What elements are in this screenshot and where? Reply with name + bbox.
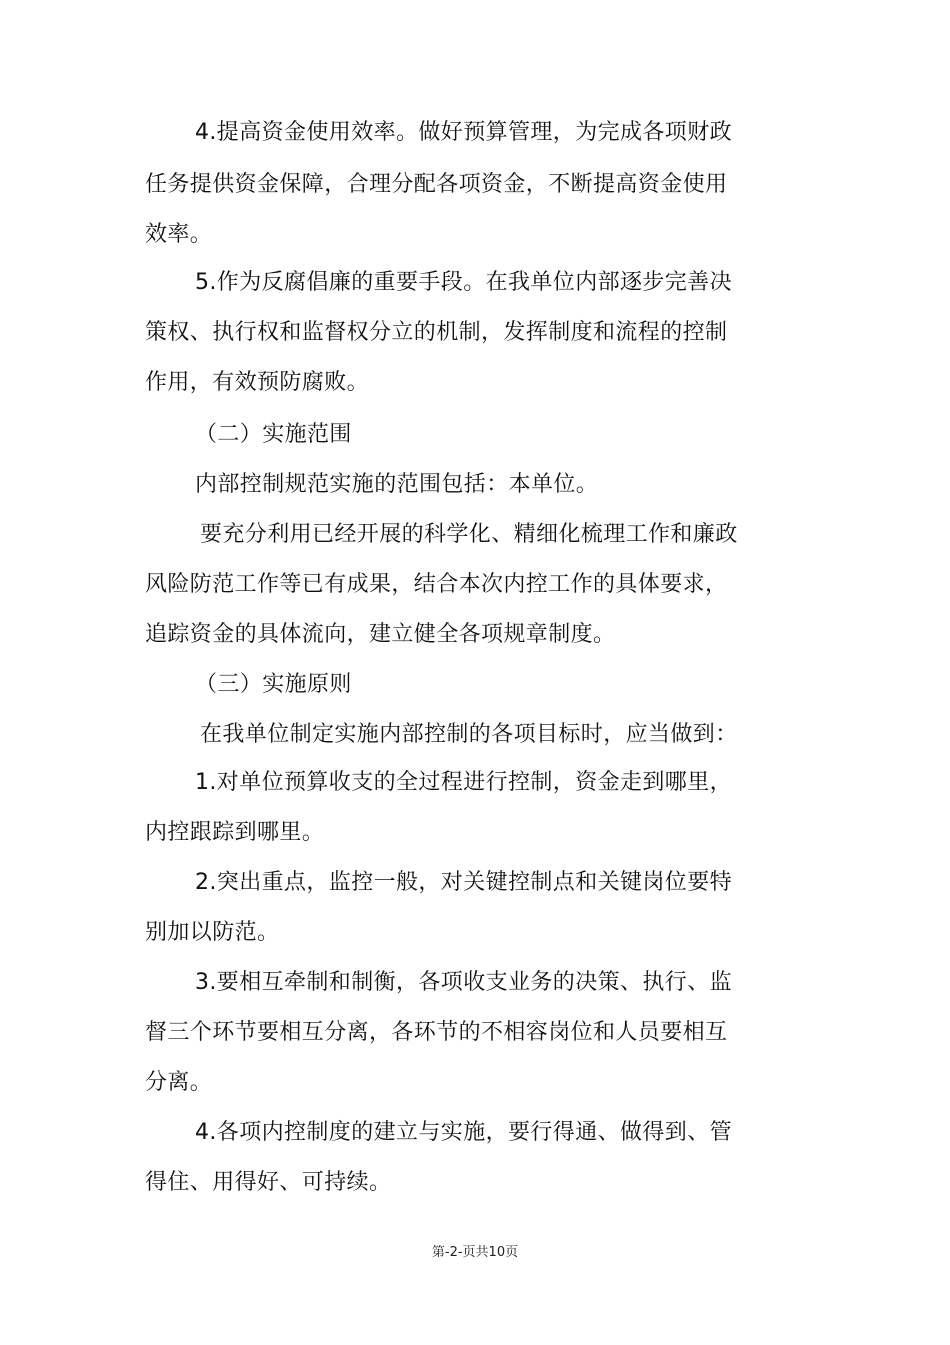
page-number: 第-2-页共10页	[431, 1245, 519, 1260]
paragraph-line: 效率。	[145, 222, 213, 247]
paragraph-line: 别加以防范。	[145, 920, 280, 945]
paragraph-line: 2.突出重点，监控一般，对关键控制点和关键岗位要特	[195, 870, 732, 895]
section-heading: （三）实施原则	[195, 672, 352, 697]
paragraph-line: 分离。	[145, 1070, 213, 1095]
paragraph-line: 风险防范工作等已有成果，结合本次内控工作的具体要求，	[145, 572, 728, 597]
paragraph-line: 在我单位制定实施内部控制的各项目标时，应当做到：	[200, 722, 738, 747]
paragraph-line: 任务提供资金保障，合理分配各项资金，不断提高资金使用	[145, 172, 728, 197]
paragraph-line: 3.要相互牵制和制衡，各项收支业务的决策、执行、监	[195, 970, 732, 995]
paragraph-line: 策权、执行权和监督权分立的机制，发挥制度和流程的控制	[145, 320, 728, 345]
paragraph-line: 督三个环节要相互分离，各环节的不相容岗位和人员要相互	[145, 1020, 728, 1045]
paragraph-line: 5.作为反腐倡廉的重要手段。在我单位内部逐步完善决	[195, 270, 732, 295]
paragraph-line: 1.对单位预算收支的全过程进行控制，资金走到哪里，	[195, 770, 732, 795]
paragraph-line: 得住、用得好、可持续。	[145, 1170, 392, 1195]
paragraph-line: 4.各项内控制度的建立与实施，要行得通、做得到、管	[195, 1120, 732, 1145]
section-heading: （二）实施范围	[195, 422, 352, 447]
paragraph-line: 内控跟踪到哪里。	[145, 820, 325, 845]
paragraph-line: 内部控制规范实施的范围包括：本单位。	[195, 472, 599, 497]
paragraph-line: 4.提高资金使用效率。做好预算管理，为完成各项财政	[195, 120, 732, 145]
paragraph-line: 要充分利用已经开展的科学化、精细化梳理工作和廉政	[200, 522, 738, 547]
paragraph-line: 追踪资金的具体流向，建立健全各项规章制度。	[145, 622, 616, 647]
paragraph-line: 作用，有效预防腐败。	[145, 370, 370, 395]
